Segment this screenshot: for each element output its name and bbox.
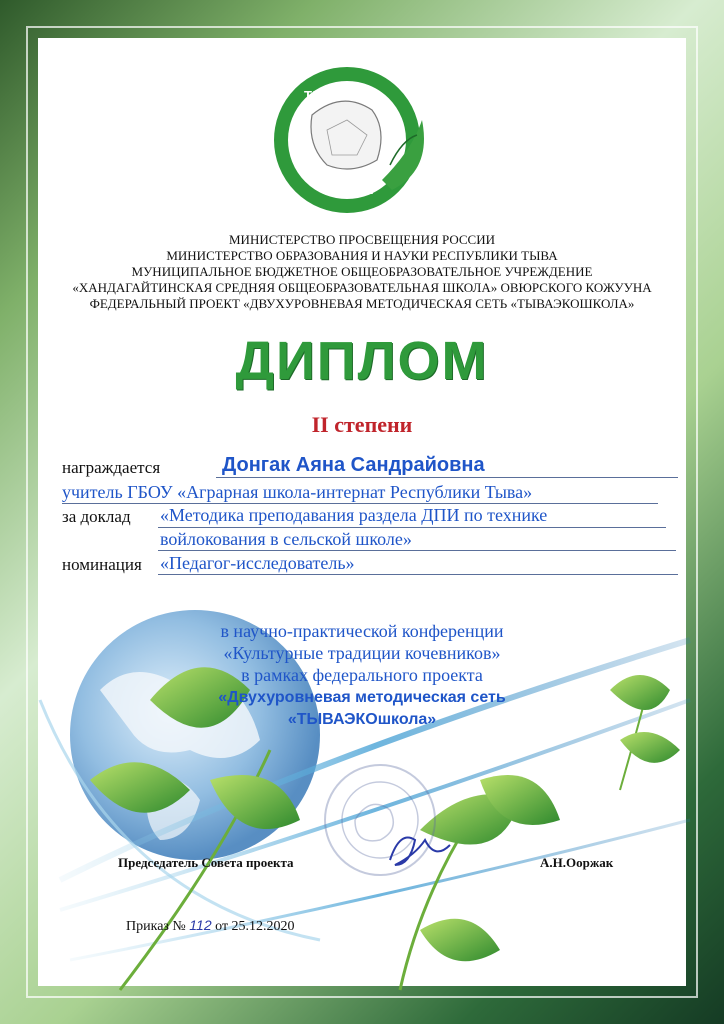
- conference-line-3: в рамках федерального проекта: [241, 665, 483, 685]
- degree-label: II степени: [311, 412, 413, 437]
- nomination-value: «Педагог-исследователь»: [160, 553, 355, 573]
- signature-name: А.Н.Ооржак: [540, 855, 614, 870]
- logo-top-text: ТЫВАЭКО: [304, 88, 374, 103]
- conference-line-5: «ТЫВАЭКОшкола»: [287, 711, 437, 728]
- order-date: от 25.12.2020: [215, 919, 295, 934]
- header-line-2: МИНИСТЕРСТВО ОБРАЗОВАНИЯ И НАУКИ РЕСПУБЛИКИ ТЫВА: [166, 248, 558, 263]
- report-title-line-1: «Методика преподавания раздела ДПИ по технике: [160, 505, 548, 525]
- order-prefix: Приказ №: [126, 919, 186, 934]
- logo: [272, 60, 432, 220]
- underline-report-2: [158, 550, 676, 551]
- underline-nomination: [158, 574, 678, 575]
- underline-name: [216, 477, 678, 478]
- official-stamp: [325, 765, 435, 875]
- underline-report-1: [158, 527, 666, 528]
- award-label: награждается: [62, 458, 161, 477]
- conference-line-1: в научно-практической конференции: [220, 621, 504, 641]
- header-line-4: «ХАНДАГАЙТИНСКАЯ СРЕДНЯЯ ОБЩЕОБРАЗОВАТЕЛЬНАЯ ШКОЛА» ОВЮРСКОГО КОЖУУНА: [72, 280, 652, 295]
- awardee-name: Донгак Аяна Сандрайовна: [222, 454, 485, 476]
- page-title: ДИПЛОМ: [235, 331, 489, 391]
- handwritten-signature: [390, 838, 450, 866]
- header-line-5: ФЕДЕРАЛЬНЫЙ ПРОЕКТ «ДВУХУРОВНЕВАЯ МЕТОДИЧЕСКАЯ СЕТЬ «ТЫВАЭКОШКОЛА»: [89, 296, 635, 311]
- order-info: [126, 917, 295, 935]
- header-line-1: МИНИСТЕРСТВО ПРОСВЕЩЕНИЯ РОССИИ: [229, 232, 495, 247]
- logo-bottom-text: ШКОЛА: [322, 182, 374, 197]
- conference-line-4: «Двухуровневая методическая сеть: [218, 689, 506, 706]
- signature-title: Председатель Совета проекта: [118, 855, 294, 870]
- order-number: 112: [189, 917, 212, 933]
- report-label: за доклад: [62, 507, 131, 526]
- nomination-label: номинация: [62, 555, 142, 574]
- conference-line-2: «Культурные традиции кочевников»: [223, 643, 501, 663]
- underline-position: [62, 503, 658, 504]
- report-title-line-2: войлокования в сельской школе»: [160, 529, 412, 549]
- awardee-position: учитель ГБОУ «Аграрная школа-интернат Республики Тыва»: [62, 482, 533, 502]
- header-line-3: МУНИЦИПАЛЬНОЕ БЮДЖЕТНОЕ ОБЩЕОБРАЗОВАТЕЛЬНОЕ УЧРЕЖДЕНИЕ: [131, 264, 593, 279]
